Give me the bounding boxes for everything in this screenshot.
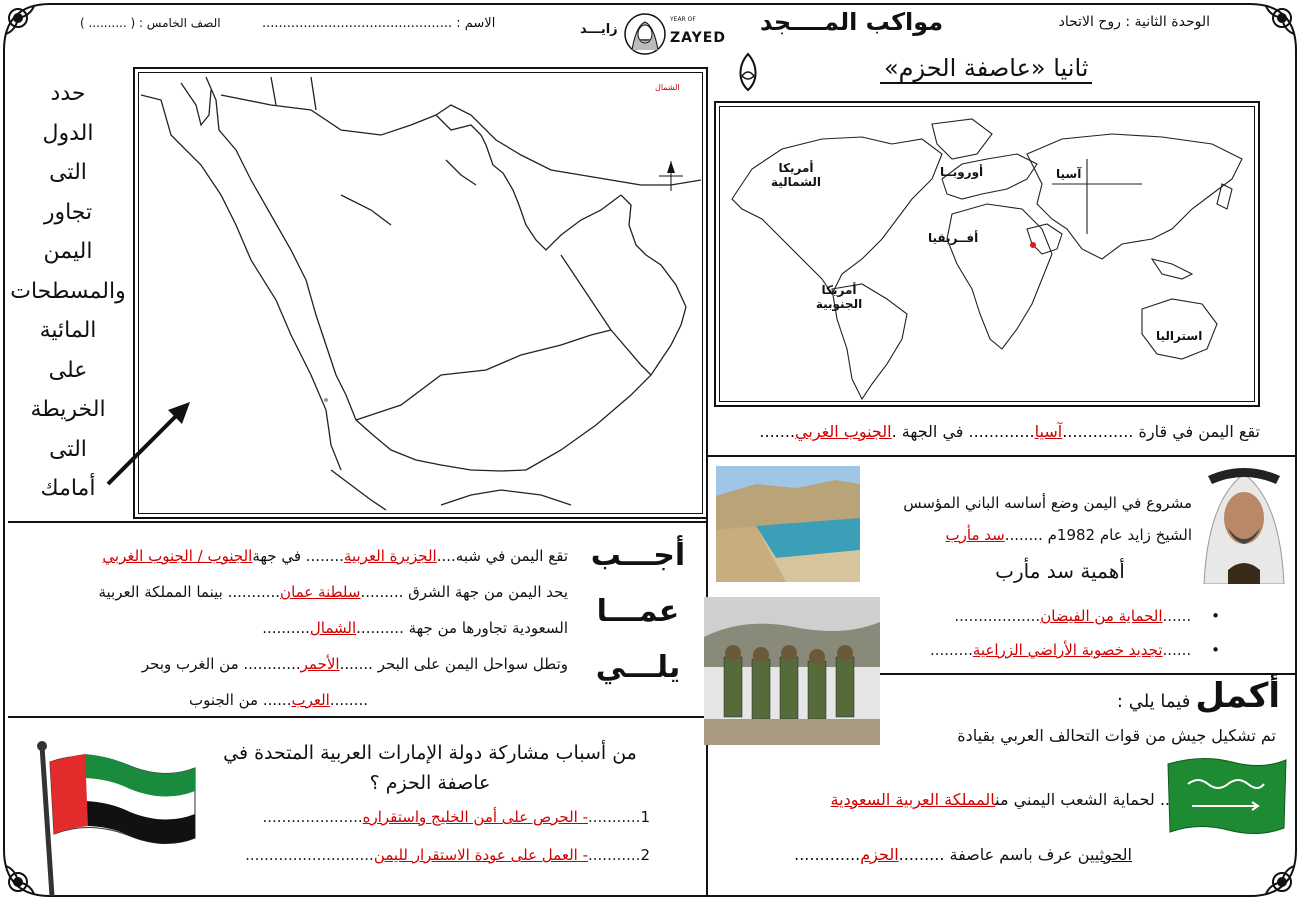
label-australia: استراليا [1156, 329, 1203, 343]
answer-saudi: المملكة العربية السعودية [830, 790, 996, 809]
answer-direction: الجنوب الغربي [795, 422, 892, 441]
label-south-america: أمريكا الجنوبية [815, 283, 863, 311]
q4-line: وتطل سواحل اليمن على البحر .......الأحمر............ من الغرب وبحر [141, 655, 568, 673]
instruction-line: على [48, 357, 88, 383]
lesson-subtitle: ثانيا «عاصفة الحزم» [880, 54, 1092, 84]
arabia-map-frame [133, 67, 708, 519]
dam-importance-list [880, 599, 1220, 667]
frame-left [3, 50, 5, 850]
label-asia: آسيا [1056, 167, 1082, 181]
instruction-line: الدول [42, 120, 94, 146]
bullet-1: •......الحماية من الفيضان.................. [954, 607, 1220, 625]
grade-field[interactable]: الصف الخامس : ( .......... ) [80, 16, 221, 30]
answer-storm: الحزم [860, 845, 899, 864]
world-map-frame [714, 101, 1260, 407]
q3-line: السعودية تجاورها من جهة ..........الشمال.......... [262, 619, 568, 637]
answer-dam: سد مأرب [945, 526, 1005, 544]
frame-top [50, 3, 1250, 5]
dam-description: مشروع في اليمن وضع أساسه الباني المؤسس الشيخ زايد عام 1982م ........سد مأرب [903, 494, 1192, 544]
instruction-line: المائية [39, 318, 97, 343]
marib-dam-photo [716, 466, 860, 582]
page-title: مواكب المــــجد [760, 8, 944, 36]
continent-sentence: تقع اليمن في قارة ..............آسيا............. في الجهة .الجنوب الغربي....... [759, 422, 1260, 441]
divider-right-low [870, 673, 1296, 675]
north-label: الشمال [655, 83, 680, 92]
sheikh-zayed-photo [1198, 460, 1290, 584]
calligraphy-emblem-icon [733, 52, 763, 92]
uae-flag-icon [30, 738, 200, 898]
saudi-flag-icon [1162, 754, 1290, 838]
answer-heading: أجـــب عمـــا يلـــي [590, 538, 686, 685]
bullet-2: •......تجديد خصوبة الأراضي الزراعية......... [929, 641, 1220, 659]
answer-continent: آسيا [1034, 422, 1063, 441]
divider-left-mid [8, 521, 708, 523]
instruction-line: التى [49, 160, 87, 185]
complete-line-1: تم تشكيل جيش من قوات التحالف العربي بقيادة [957, 726, 1276, 745]
corner-ornament-top-left [0, 0, 54, 54]
uae-question: من أسباب مشاركة دولة الإمارات العربية المتحدة في عاصفة الحزم ؟ [223, 742, 637, 794]
yemen-marker [1030, 242, 1036, 248]
instruction-line: والمسطحات [10, 278, 126, 304]
q2-line: يحد اليمن من جهة الشرق .........سلطنة عمان........... بينما المملكة العربية [98, 583, 568, 601]
corner-ornament-bottom-right [1246, 846, 1300, 900]
arabia-map [141, 75, 701, 511]
label-africa: أفــريقيا [928, 231, 979, 245]
complete-line-2: .. لحماية الشعب اليمني منالمملكة العربية السعودية [830, 790, 1170, 809]
complete-heading: أكمل فيما يلي : [1116, 676, 1280, 716]
complete-line-3: الحوثيين عرف باسم عاصفة .........الحزم............. [794, 845, 1132, 864]
instruction-line: الخريطة [30, 397, 106, 422]
unit-label: الوحدة الثانية : روح الاتحاد [1058, 14, 1210, 30]
uae-answer-2: 2...........- العمل على عودة الاستقرار لليمن........................... [245, 846, 650, 864]
q5-line: ........العرب...... من الجنوب [189, 691, 368, 709]
frame-right [1295, 50, 1297, 850]
q1-line: تقع اليمن في شبه....الجزيرة العربية........ في جهةالجنوب / الجنوب الغربي [102, 547, 568, 565]
frame-bottom [50, 895, 1250, 897]
year-of-zayed-logo: زايـــد YEAR OF ZAYED [580, 12, 742, 58]
instruction-line: تجاور [43, 199, 93, 225]
uae-answer-1: 1...........- الحرص على أمن الخليج واستقراره..................... [262, 808, 650, 826]
world-map [722, 109, 1254, 401]
label-north-america: أمريكا الشمالية [770, 161, 822, 189]
instruction-line: اليمن [43, 239, 93, 264]
north-arrow-icon [659, 161, 683, 191]
instruction-line: أمامك [40, 476, 96, 501]
answer-questions [8, 538, 568, 718]
corner-ornament-top-right [1246, 0, 1300, 54]
label-europe: أوروبــا [940, 165, 984, 179]
instruction-line: حدد [50, 81, 86, 106]
name-field[interactable]: الاسم : .............................................. [262, 16, 496, 31]
dam-importance-heading: أهمية سد مأرب [995, 559, 1125, 583]
instruction-line: التى [49, 436, 87, 462]
divider-right-top [706, 455, 1296, 457]
soldiers-photo [704, 597, 880, 745]
